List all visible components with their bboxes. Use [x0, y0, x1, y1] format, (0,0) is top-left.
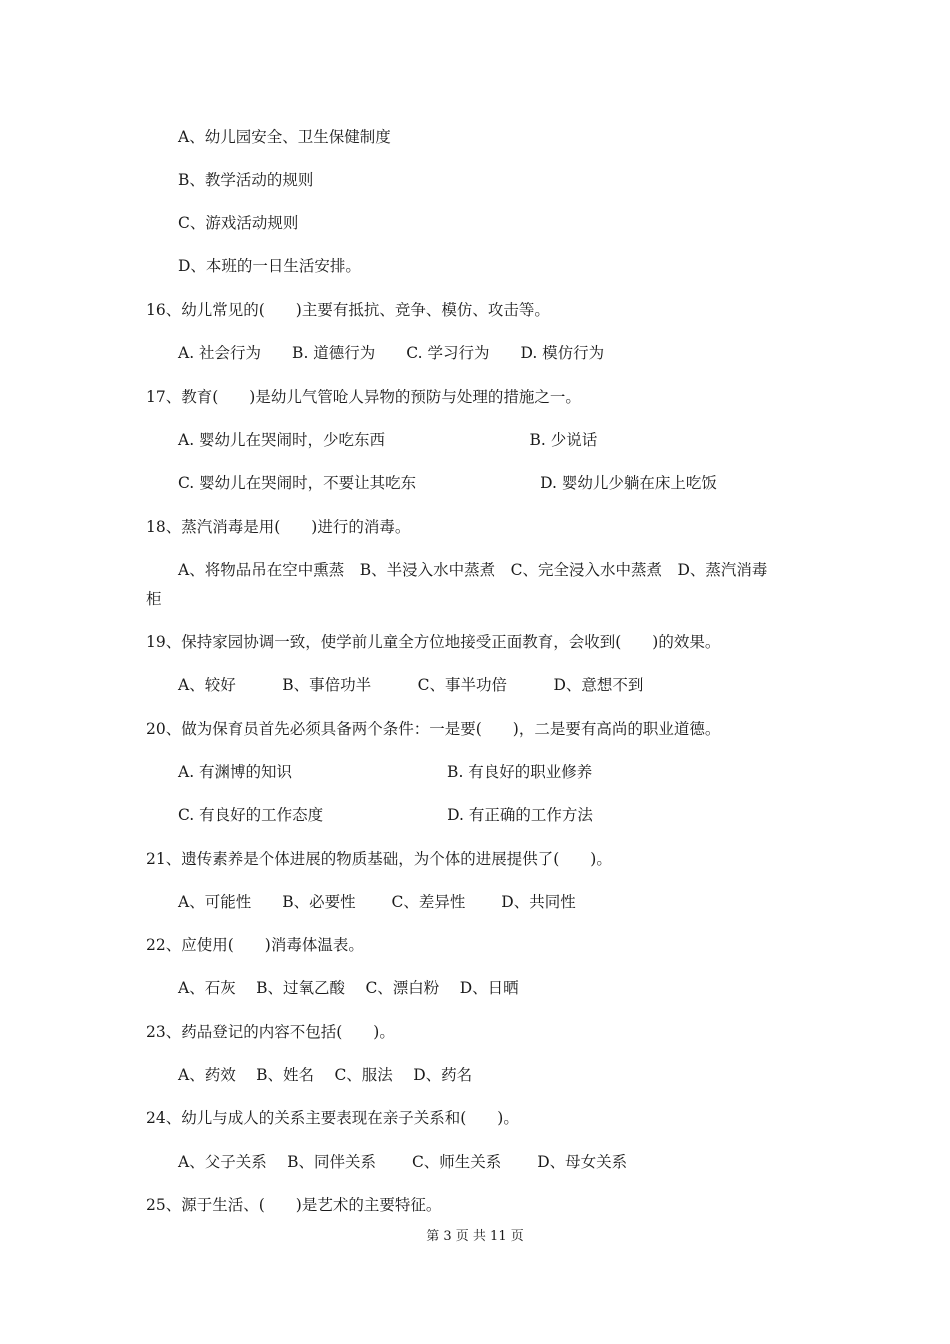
option-line: A、药效 B、姓名 C、服法 D、药名: [178, 1066, 473, 1084]
option-line: A、将物品吊在空中熏蒸 B、半浸入水中蒸煮 C、完全浸入水中蒸煮 D、蒸汽消毒: [178, 561, 768, 579]
option-line: A、可能性 B、必要性 C、差异性 D、共同性: [178, 893, 576, 911]
option-line: A、较好 B、事倍功半 C、事半功倍 D、意想不到: [178, 676, 644, 694]
option-line: A. 婴幼儿在哭闹时，少吃东西 B. 少说话: [178, 431, 598, 449]
option-line: A. 社会行为 B. 道德行为 C. 学习行为 D. 模仿行为: [178, 344, 605, 362]
option-line: A、幼儿园安全、卫生保健制度: [178, 128, 391, 146]
option-line: A、石灰 B、过氧乙酸 C、漂白粉 D、日晒: [178, 979, 519, 997]
question-line: 17、教育( )是幼儿气管呛人异物的预防与处理的措施之一。: [146, 388, 581, 406]
option-line: D、本班的一日生活安排。: [178, 257, 361, 275]
option-line: A、父子关系 B、同伴关系 C、师生关系 D、母女关系: [178, 1153, 628, 1171]
question-line: 23、药品登记的内容不包括( )。: [146, 1023, 395, 1041]
option-line: B、教学活动的规则: [178, 171, 314, 189]
question-line: 16、幼儿常见的( )主要有抵抗、竞争、模仿、攻击等。: [146, 301, 550, 319]
question-line: 20、做为保育员首先必须具备两个条件：一是要( )，二是要有高尚的职业道德。: [146, 720, 721, 738]
question-line: 24、幼儿与成人的关系主要表现在亲子关系和( )。: [146, 1109, 519, 1127]
option-line: C. 有良好的工作态度 D. 有正确的工作方法: [178, 806, 593, 824]
question-line: 19、保持家园协调一致，使学前儿童全方位地接受正面教育，会收到( )的效果。: [146, 633, 721, 651]
question-line: 22、应使用( )消毒体温表。: [146, 936, 364, 954]
option-continuation-line: 柜: [146, 590, 162, 608]
option-line: A. 有渊博的知识 B. 有良好的职业修养: [178, 763, 593, 781]
question-line: 21、遗传素养是个体进展的物质基础，为个体的进展提供了( )。: [146, 850, 612, 868]
page-number-footer: 第 3 页 共 11 页: [426, 1229, 524, 1244]
option-line: C、游戏活动规则: [178, 214, 299, 232]
option-line: C. 婴幼儿在哭闹时，不要让其吃东 D. 婴幼儿少躺在床上吃饭: [178, 474, 717, 492]
question-line: 18、蒸汽消毒是用( )进行的消毒。: [146, 518, 411, 536]
question-line: 25、源于生活、( )是艺术的主要特征。: [146, 1196, 442, 1214]
